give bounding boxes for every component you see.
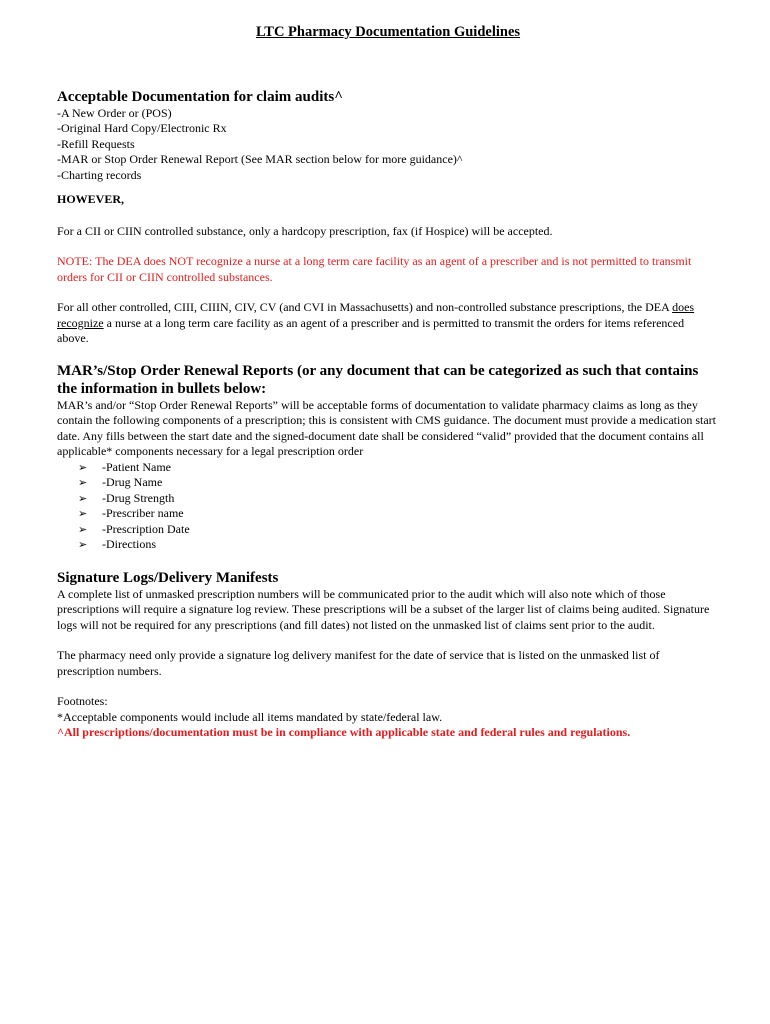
other-controlled-paragraph <box>57 300 717 347</box>
cii-paragraph: For a CII or CIIN controlled substance, only a hardcopy prescription, fax (if Hospice) will be accepted. <box>57 223 553 238</box>
bullet-text: -Patient Name <box>102 459 171 474</box>
dea-note: NOTE: The DEA does NOT recognize a nurse at a long term care facility as an agent of a prescriber and is not permitted to transmit orders for CII or CIIN controlled substances. <box>57 254 692 284</box>
list-item <box>78 522 717 538</box>
bullet-text: -Prescriber name <box>102 506 184 521</box>
footnote-compliance: ^All prescriptions/documentation must be in compliance with applicable state and federal rules and regulations. <box>57 725 631 740</box>
list-item <box>78 537 717 553</box>
document-title: LTC Pharmacy Documentation Guidelines <box>255 24 521 40</box>
acceptable-documentation-list <box>57 106 717 183</box>
arrow-bullet-icon: ➢ <box>78 460 88 474</box>
does-recognize-underlined: does recognize <box>57 300 695 330</box>
arrow-bullet-icon: ➢ <box>78 522 88 536</box>
signature-logs-paragraph: A complete list of unmasked prescription numbers will be communicated prior to the audit which will also note which of those prescriptions will require a signature log review. These prescriptions will be a subset of the larger list of claims being audited. Signature logs will not be required for any prescriptions (and fill dates) not listed on the unmasked list of claims sent prior to the audit. <box>57 586 710 632</box>
list-item: -A New Order or (POS) <box>57 106 172 120</box>
other-controlled-text-start: For all other controlled, CIII, CIIIN, CIV, CV (and CVI in Massachusetts) and non-controlled substance prescriptions, the DEA <box>57 300 673 315</box>
list-item: -Refill Requests <box>57 136 135 151</box>
signature-logs-heading: Signature Logs/Delivery Manifests <box>57 569 279 586</box>
list-item <box>78 475 717 491</box>
footnote-acceptable-components: *Acceptable components would include all items mandated by state/federal law. <box>57 709 443 724</box>
bullet-text: -Drug Strength <box>102 490 175 505</box>
list-item: -MAR or Stop Order Renewal Report (See MAR section below for more guidance)^ <box>57 152 463 167</box>
bullet-text: -Prescription Date <box>102 521 190 536</box>
list-item <box>78 491 717 507</box>
bullet-text: -Directions <box>102 537 156 552</box>
document-page <box>57 22 717 741</box>
however-label: HOWEVER, <box>57 192 125 207</box>
other-controlled-text-end: a nurse at a long term care facility as an agent of a prescriber and is permitted to transmit the orders for items referenced above. <box>57 315 685 346</box>
mar-body: MAR’s and/or “Stop Order Renewal Reports” will be acceptable forms of documentation to validate pharmacy claims as long as they contain the following components of a prescription; this is consistent with CMS guidance. The document must provide a medication start date. Any fills between the start date and the signed-document date shall be considered “valid” provided that the document contains all applicable* components necessary for a legal prescription order <box>57 397 716 459</box>
delivery-manifest-paragraph: The pharmacy need only provide a signature log delivery manifest for the date of service that is listed on the unmasked list of prescription numbers. <box>57 648 660 678</box>
arrow-bullet-icon: ➢ <box>78 491 88 505</box>
acceptable-documentation-heading: Acceptable Documentation for claim audits^ <box>57 89 343 105</box>
prescription-components-list <box>57 460 717 553</box>
list-item: -Original Hard Copy/Electronic Rx <box>57 121 227 136</box>
arrow-bullet-icon: ➢ <box>78 538 88 552</box>
list-item <box>78 506 717 522</box>
footnotes-label: Footnotes: <box>57 694 108 709</box>
list-item <box>78 460 717 476</box>
list-item: -Charting records <box>57 167 142 182</box>
bullet-text: -Drug Name <box>102 475 163 490</box>
arrow-bullet-icon: ➢ <box>78 476 88 490</box>
arrow-bullet-icon: ➢ <box>78 507 88 521</box>
mar-heading: MAR’s/Stop Order Renewal Reports (or any document that can be categorized as such that contains the information in bullets below: <box>57 362 699 397</box>
